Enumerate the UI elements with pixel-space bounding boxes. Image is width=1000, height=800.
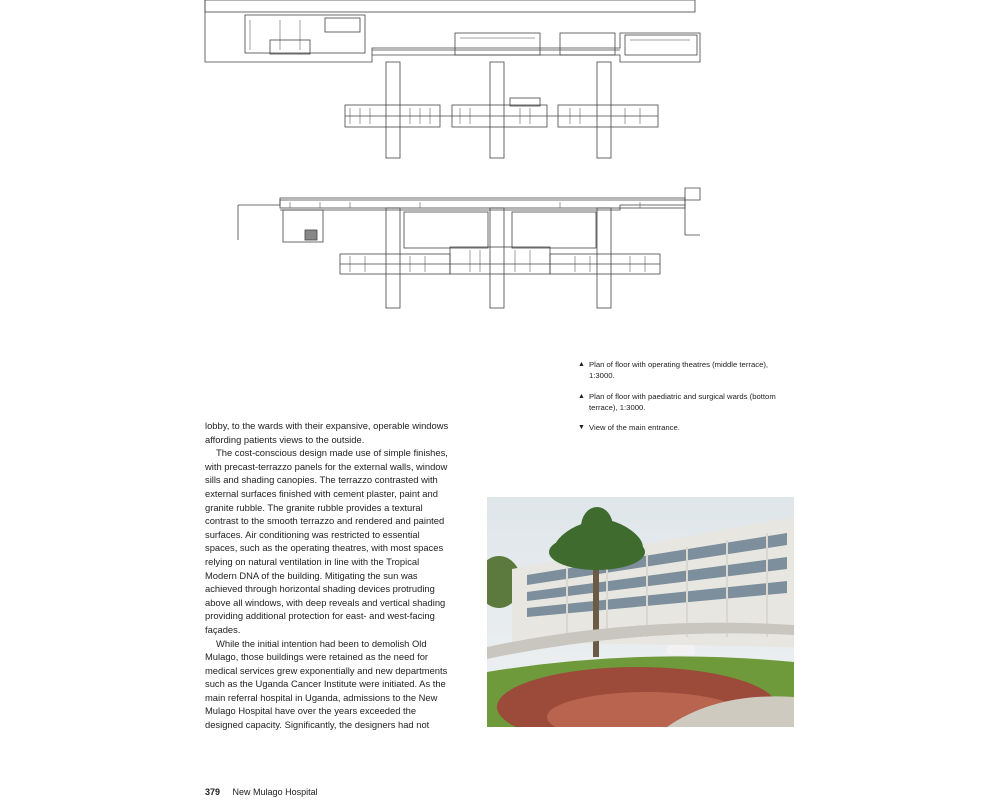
- page-number: 379: [205, 787, 221, 797]
- figure-captions: [578, 360, 778, 434]
- main-entrance-photo: [487, 497, 794, 727]
- body-paragraph: The cost-conscious design made use of simple finishes, with precast-terrazzo panels for the external walls, window sills and shading canopies. The terrazzo contrasted with external surfaces finished with cement plaster, paint and granite rubble. The granite rubble provides a textural contrast to the smooth terrazzo and rendered and painted surfaces. Air conditioning was restricted to essential spaces, such as the operating theatres, with most spaces relying on natural ventilation in line with the Tropical Modern DNA of the building. Mitigating the sun was achieved through horizontal shading devices protruding above all windows, with deep reveals and vertical shading providing additional protection for east- and west-facing façades.: [205, 447, 448, 635]
- caption-text: Plan of floor with paediatric and surgical wards (bottom terrace), 1:3000.: [589, 392, 776, 412]
- running-title: New Mulago Hospital: [232, 787, 318, 797]
- body-paragraph: lobby, to the wards with their expansive, operable windows affording patients views to the outside.: [205, 420, 449, 445]
- caption-main-entrance: [578, 423, 778, 434]
- caption-wards-plan: [578, 392, 778, 413]
- caption-operating-theatres-plan: [578, 360, 778, 381]
- triangle-down-icon: ▼: [578, 424, 585, 432]
- floor-plans-figure: [0, 0, 1000, 330]
- body-text-column: [205, 419, 450, 732]
- caption-text: View of the main entrance.: [589, 423, 680, 433]
- triangle-up-icon: ▲: [578, 393, 585, 401]
- triangle-up-icon: ▲: [578, 361, 585, 368]
- body-paragraph: While the initial intention had been to demolish Old Mulago, those buildings were retained as the need for medical services grew exponentially and new departments such as the Uganda Cancer Institute were initiated. As the main referral hospital in Uganda, admissions to the New Mulago Hospital have over the years exceeded the designed capacity. Significantly, the designers had not: [205, 637, 448, 731]
- page-footer: [205, 787, 318, 797]
- caption-text: Plan of floor with operating theatres (middle terrace), 1:3000.: [589, 360, 769, 380]
